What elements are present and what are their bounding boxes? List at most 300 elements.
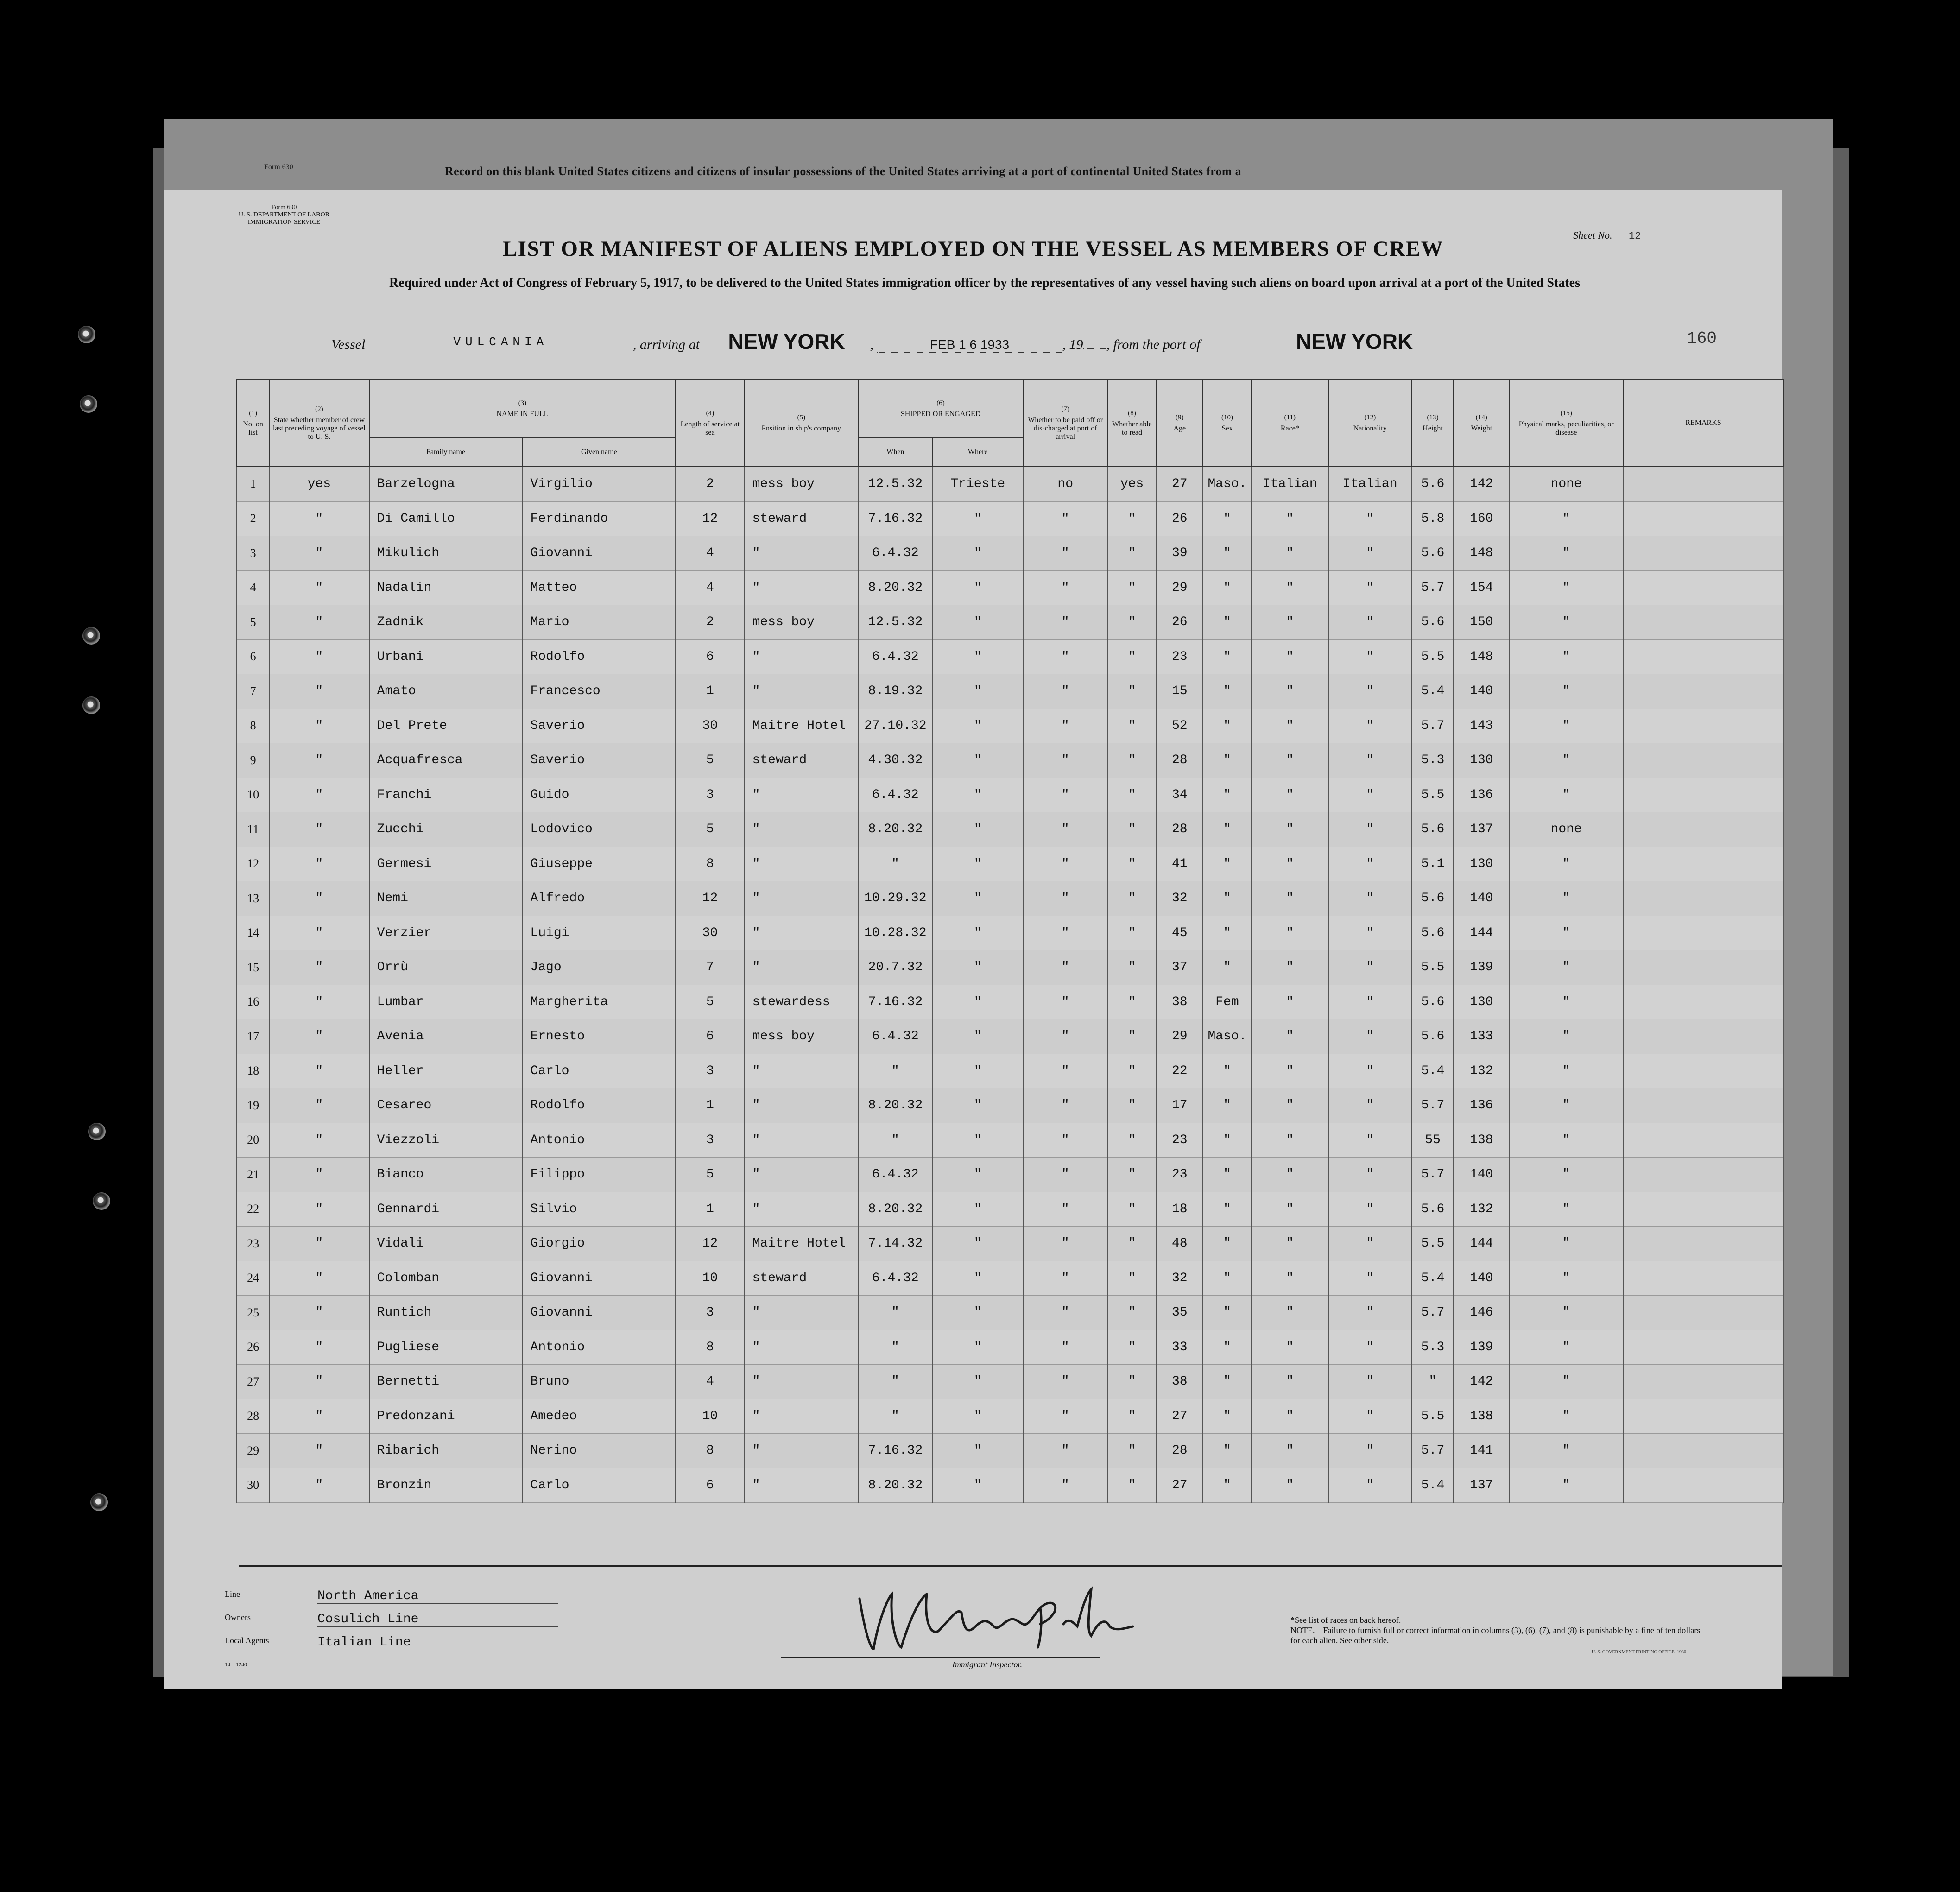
form-department: U. S. DEPARTMENT OF LABOR: [239, 211, 329, 218]
cell-sex: ": [1203, 1261, 1252, 1296]
table-row: [237, 1365, 1783, 1399]
cell-able-to-read: ": [1107, 1261, 1156, 1296]
cell-previous-voyage: ": [269, 1019, 369, 1054]
cell-physical-marks: ": [1509, 1296, 1623, 1330]
cell-remarks: [1623, 536, 1783, 571]
cell-paid-off: ": [1023, 1054, 1107, 1088]
cell-shipped-where: ": [933, 916, 1023, 950]
cell-shipped-where: ": [933, 950, 1023, 985]
cell-remarks: [1623, 1296, 1783, 1330]
cell-previous-voyage: ": [269, 1088, 369, 1123]
cell-able-to-read: ": [1107, 570, 1156, 605]
cell-weight: 132: [1454, 1054, 1509, 1088]
col-header-remarks: REMARKS: [1623, 380, 1783, 467]
cell-paid-off: ": [1023, 536, 1107, 571]
cell-nationality: ": [1328, 1088, 1412, 1123]
cell-physical-marks: ": [1509, 1019, 1623, 1054]
cell-nationality: ": [1328, 501, 1412, 536]
cell-weight: 160: [1454, 501, 1509, 536]
cell-physical-marks: ": [1509, 1054, 1623, 1088]
manifest-sheet: [164, 190, 1782, 1689]
cell-able-to-read: ": [1107, 605, 1156, 640]
cell-race: ": [1252, 950, 1328, 985]
cell-previous-voyage: ": [269, 1468, 369, 1503]
cell-previous-voyage: ": [269, 812, 369, 847]
cell-position: stewardess: [745, 985, 859, 1019]
departure-port: NEW YORK: [1204, 329, 1505, 354]
cell-age: 27: [1157, 467, 1203, 501]
cell-row-number: 18: [237, 1054, 269, 1088]
table-row: [237, 1158, 1783, 1192]
cell-nationality: ": [1328, 605, 1412, 640]
cell-row-number: 20: [237, 1123, 269, 1158]
cell-service-length: 1: [676, 1088, 744, 1123]
cell-height: 5.6: [1412, 985, 1454, 1019]
cell-height: 5.6: [1412, 812, 1454, 847]
cell-row-number: 10: [237, 778, 269, 812]
cell-shipped-where: ": [933, 1434, 1023, 1468]
cell-row-number: 2: [237, 501, 269, 536]
cell-age: 38: [1157, 985, 1203, 1019]
cell-race: ": [1252, 985, 1328, 1019]
table-row: [237, 916, 1783, 950]
cell-previous-voyage: ": [269, 1192, 369, 1227]
binder-hole: [80, 395, 97, 413]
cell-family-name: Avenia: [369, 1019, 523, 1054]
cell-physical-marks: ": [1509, 501, 1623, 536]
cell-remarks: [1623, 709, 1783, 743]
cell-race: ": [1252, 847, 1328, 881]
cell-able-to-read: ": [1107, 1123, 1156, 1158]
vessel-line: Vessel VULCANIA , arriving at NEW YORK , FEB 1 6 1933 , 19 , from the port of NEW YORK: [331, 329, 1505, 354]
back-sheet-note: Record on this blank United States citizens and citizens of insular possessions of the United States arriving at a port of continental United States from a: [445, 165, 1241, 178]
cell-shipped-where: ": [933, 985, 1023, 1019]
cell-given-name: Virgilio: [522, 467, 676, 501]
cell-given-name: Giovanni: [522, 1261, 676, 1296]
cell-race: ": [1252, 536, 1328, 571]
cell-position: Maitre Hotel: [745, 1227, 859, 1261]
cell-height: 5.6: [1412, 1192, 1454, 1227]
cell-able-to-read: ": [1107, 950, 1156, 985]
cell-paid-off: ": [1023, 1227, 1107, 1261]
cell-age: 22: [1157, 1054, 1203, 1088]
cell-shipped-where: ": [933, 674, 1023, 709]
cell-shipped-when: ": [858, 1399, 932, 1434]
cell-nationality: ": [1328, 536, 1412, 571]
cell-sex: ": [1203, 639, 1252, 674]
races-note: *See list of races on back hereof.: [1290, 1615, 1401, 1625]
cell-weight: 142: [1454, 467, 1509, 501]
table-row: [237, 536, 1783, 571]
cell-remarks: [1623, 605, 1783, 640]
cell-sex: ": [1203, 1227, 1252, 1261]
cell-nationality: ": [1328, 1019, 1412, 1054]
cell-able-to-read: ": [1107, 709, 1156, 743]
table-row: [237, 570, 1783, 605]
cell-remarks: [1623, 950, 1783, 985]
cell-remarks: [1623, 1399, 1783, 1434]
cell-remarks: [1623, 743, 1783, 778]
col-header-race: (11) Race*: [1252, 380, 1328, 467]
cell-service-length: 1: [676, 1192, 744, 1227]
cell-given-name: Mario: [522, 605, 676, 640]
cell-shipped-when: 6.4.32: [858, 639, 932, 674]
cell-position: steward: [745, 1261, 859, 1296]
cell-paid-off: ": [1023, 1088, 1107, 1123]
cell-given-name: Rodolfo: [522, 1088, 676, 1123]
cell-previous-voyage: ": [269, 881, 369, 916]
col-header-family-name: Family name: [369, 438, 523, 467]
cell-row-number: 4: [237, 570, 269, 605]
table-row: [237, 467, 1783, 501]
cell-position: ": [745, 916, 859, 950]
cell-race: Italian: [1252, 467, 1328, 501]
cell-given-name: Giovanni: [522, 536, 676, 571]
cell-row-number: 24: [237, 1261, 269, 1296]
cell-remarks: [1623, 881, 1783, 916]
cell-able-to-read: ": [1107, 916, 1156, 950]
cell-height: 5.6: [1412, 605, 1454, 640]
cell-family-name: Colomban: [369, 1261, 523, 1296]
cell-physical-marks: ": [1509, 674, 1623, 709]
cell-shipped-when: 7.16.32: [858, 1434, 932, 1468]
cell-row-number: 30: [237, 1468, 269, 1503]
cell-height: 5.5: [1412, 950, 1454, 985]
cell-row-number: 29: [237, 1434, 269, 1468]
cell-sex: Maso.: [1203, 467, 1252, 501]
cell-height: 5.6: [1412, 881, 1454, 916]
cell-able-to-read: yes: [1107, 467, 1156, 501]
cell-age: 41: [1157, 847, 1203, 881]
cell-service-length: 4: [676, 536, 744, 571]
table-row: [237, 1088, 1783, 1123]
cell-race: ": [1252, 639, 1328, 674]
cell-previous-voyage: ": [269, 1158, 369, 1192]
cell-position: ": [745, 1330, 859, 1365]
table-row: [237, 881, 1783, 916]
cell-nationality: ": [1328, 1365, 1412, 1399]
table-row: [237, 950, 1783, 985]
cell-physical-marks: none: [1509, 467, 1623, 501]
cell-race: ": [1252, 1088, 1328, 1123]
cell-paid-off: ": [1023, 501, 1107, 536]
cell-row-number: 12: [237, 847, 269, 881]
cell-nationality: ": [1328, 950, 1412, 985]
inspector-label: Immigrant Inspector.: [952, 1660, 1022, 1669]
cell-race: ": [1252, 881, 1328, 916]
cell-shipped-when: 12.5.32: [858, 605, 932, 640]
page-subtitle: Required under Act of Congress of February 5, 1917, to be delivered to the United States immigration officer by the representatives of any vessel having such aliens on board upon arrival at a port of the United States: [389, 276, 1580, 290]
cell-previous-voyage: ": [269, 639, 369, 674]
cell-able-to-read: ": [1107, 1088, 1156, 1123]
cell-row-number: 1: [237, 467, 269, 501]
binder-hole: [82, 627, 100, 645]
cell-height: 5.7: [1412, 1296, 1454, 1330]
cell-weight: 144: [1454, 1227, 1509, 1261]
cell-able-to-read: ": [1107, 536, 1156, 571]
cell-given-name: Nerino: [522, 1434, 676, 1468]
cell-service-length: 5: [676, 743, 744, 778]
cell-able-to-read: ": [1107, 985, 1156, 1019]
cell-previous-voyage: ": [269, 1227, 369, 1261]
cell-height: 5.5: [1412, 1399, 1454, 1434]
cell-sex: ": [1203, 536, 1252, 571]
cell-shipped-when: 8.20.32: [858, 1468, 932, 1503]
cell-height: 5.4: [1412, 1468, 1454, 1503]
cell-nationality: ": [1328, 847, 1412, 881]
cell-shipped-when: 6.4.32: [858, 1019, 932, 1054]
cell-service-length: 8: [676, 1330, 744, 1365]
cell-sex: ": [1203, 1054, 1252, 1088]
cell-service-length: 12: [676, 1227, 744, 1261]
cell-position: ": [745, 1158, 859, 1192]
cell-age: 27: [1157, 1399, 1203, 1434]
cell-sex: ": [1203, 881, 1252, 916]
cell-service-length: 5: [676, 812, 744, 847]
table-row: [237, 847, 1783, 881]
table-row: [237, 778, 1783, 812]
cell-race: ": [1252, 1330, 1328, 1365]
cell-weight: 148: [1454, 639, 1509, 674]
cell-row-number: 3: [237, 536, 269, 571]
cell-weight: 144: [1454, 916, 1509, 950]
cell-sex: ": [1203, 812, 1252, 847]
cell-weight: 136: [1454, 778, 1509, 812]
cell-physical-marks: ": [1509, 536, 1623, 571]
binder-hole: [90, 1493, 108, 1511]
cell-height: ": [1412, 1365, 1454, 1399]
arriving-label: , arriving at: [632, 337, 700, 352]
cell-nationality: Italian: [1328, 467, 1412, 501]
cell-paid-off: ": [1023, 847, 1107, 881]
cell-able-to-read: ": [1107, 778, 1156, 812]
cell-physical-marks: ": [1509, 950, 1623, 985]
cell-previous-voyage: ": [269, 1365, 369, 1399]
cell-shipped-when: ": [858, 847, 932, 881]
crew-rows: [237, 467, 1783, 1503]
cell-age: 15: [1157, 674, 1203, 709]
cell-paid-off: ": [1023, 1330, 1107, 1365]
cell-shipped-where: ": [933, 1365, 1023, 1399]
cell-able-to-read: ": [1107, 1434, 1156, 1468]
cell-row-number: 26: [237, 1330, 269, 1365]
cell-nationality: ": [1328, 1330, 1412, 1365]
cell-height: 5.7: [1412, 709, 1454, 743]
cell-remarks: [1623, 847, 1783, 881]
cell-previous-voyage: ": [269, 1399, 369, 1434]
cell-remarks: [1623, 639, 1783, 674]
col-header-service-length: (4) Length of service at sea: [676, 380, 744, 467]
cell-paid-off: ": [1023, 605, 1107, 640]
cell-remarks: [1623, 1123, 1783, 1158]
cell-nationality: ": [1328, 570, 1412, 605]
cell-paid-off: ": [1023, 881, 1107, 916]
cell-race: ": [1252, 743, 1328, 778]
cell-nationality: ": [1328, 812, 1412, 847]
cell-previous-voyage: yes: [269, 467, 369, 501]
owners-label: Owners: [225, 1613, 251, 1622]
cell-age: 23: [1157, 639, 1203, 674]
cell-remarks: [1623, 1365, 1783, 1399]
table-row: [237, 1468, 1783, 1503]
cell-shipped-where: ": [933, 1468, 1023, 1503]
cell-family-name: Runtich: [369, 1296, 523, 1330]
cell-paid-off: ": [1023, 778, 1107, 812]
cell-height: 5.7: [1412, 1088, 1454, 1123]
cell-weight: 141: [1454, 1434, 1509, 1468]
cell-family-name: Verzier: [369, 916, 523, 950]
cell-weight: 130: [1454, 847, 1509, 881]
cell-service-length: 8: [676, 847, 744, 881]
cell-physical-marks: ": [1509, 1468, 1623, 1503]
cell-remarks: [1623, 674, 1783, 709]
crew-manifest-table: [236, 379, 1784, 1503]
cell-row-number: 22: [237, 1192, 269, 1227]
cell-sex: ": [1203, 605, 1252, 640]
cell-given-name: Antonio: [522, 1330, 676, 1365]
cell-shipped-when: 12.5.32: [858, 467, 932, 501]
cell-sex: ": [1203, 1192, 1252, 1227]
cell-position: ": [745, 1296, 859, 1330]
cell-position: mess boy: [745, 467, 859, 501]
col-header-read: (8) Whether able to read: [1107, 380, 1156, 467]
cell-service-length: 6: [676, 1019, 744, 1054]
cell-sex: ": [1203, 1088, 1252, 1123]
cell-physical-marks: ": [1509, 847, 1623, 881]
cell-paid-off: ": [1023, 639, 1107, 674]
cell-given-name: Bruno: [522, 1365, 676, 1399]
cell-row-number: 13: [237, 881, 269, 916]
cell-able-to-read: ": [1107, 1227, 1156, 1261]
back-sheet-form-no: Form 630: [264, 163, 293, 171]
cell-sex: ": [1203, 1434, 1252, 1468]
cell-race: ": [1252, 1365, 1328, 1399]
cell-physical-marks: ": [1509, 1261, 1623, 1296]
cell-weight: 140: [1454, 1158, 1509, 1192]
cell-service-length: 3: [676, 778, 744, 812]
cell-shipped-when: 10.28.32: [858, 916, 932, 950]
cell-given-name: Margherita: [522, 985, 676, 1019]
cell-paid-off: ": [1023, 1261, 1107, 1296]
cell-age: 17: [1157, 1088, 1203, 1123]
cell-paid-off: ": [1023, 1365, 1107, 1399]
cell-nationality: ": [1328, 1158, 1412, 1192]
cell-nationality: ": [1328, 916, 1412, 950]
cell-row-number: 15: [237, 950, 269, 985]
table-row: [237, 709, 1783, 743]
inspector-signature: [846, 1580, 1179, 1650]
cell-position: ": [745, 1365, 859, 1399]
col-header-shipped: (6) SHIPPED OR ENGAGED: [858, 380, 1023, 438]
cell-race: ": [1252, 1261, 1328, 1296]
cell-nationality: ": [1328, 743, 1412, 778]
cell-race: ": [1252, 1399, 1328, 1434]
cell-shipped-where: ": [933, 536, 1023, 571]
cell-given-name: Matteo: [522, 570, 676, 605]
cell-sex: ": [1203, 1158, 1252, 1192]
cell-physical-marks: ": [1509, 1088, 1623, 1123]
cell-paid-off: ": [1023, 1019, 1107, 1054]
cell-weight: 150: [1454, 605, 1509, 640]
cell-weight: 139: [1454, 950, 1509, 985]
cell-shipped-when: 6.4.32: [858, 1158, 932, 1192]
cell-weight: 140: [1454, 674, 1509, 709]
cell-position: ": [745, 1054, 859, 1088]
cell-able-to-read: ": [1107, 1365, 1156, 1399]
table-row: [237, 674, 1783, 709]
cell-able-to-read: ": [1107, 812, 1156, 847]
cell-weight: 138: [1454, 1399, 1509, 1434]
cell-physical-marks: ": [1509, 916, 1623, 950]
cell-service-length: 2: [676, 605, 744, 640]
cell-age: 37: [1157, 950, 1203, 985]
cell-position: ": [745, 639, 859, 674]
cell-previous-voyage: ": [269, 1330, 369, 1365]
col-header-paid-off: (7) Whether to be paid off or dis-charged at port of arrival: [1023, 380, 1107, 467]
line-label: Line: [225, 1589, 240, 1599]
cell-position: ": [745, 674, 859, 709]
cell-race: ": [1252, 916, 1328, 950]
cell-remarks: [1623, 467, 1783, 501]
cell-service-length: 10: [676, 1261, 744, 1296]
cell-sex: Fem: [1203, 985, 1252, 1019]
col-header-given-name: Given name: [522, 438, 676, 467]
cell-paid-off: no: [1023, 467, 1107, 501]
cell-family-name: Zadnik: [369, 605, 523, 640]
cell-shipped-when: 4.30.32: [858, 743, 932, 778]
cell-service-length: 3: [676, 1296, 744, 1330]
cell-family-name: Germesi: [369, 847, 523, 881]
cell-physical-marks: ": [1509, 1158, 1623, 1192]
cell-service-length: 4: [676, 1365, 744, 1399]
cell-race: ": [1252, 674, 1328, 709]
cell-nationality: ": [1328, 1434, 1412, 1468]
cell-shipped-when: ": [858, 1330, 932, 1365]
cell-service-length: 5: [676, 985, 744, 1019]
cell-remarks: [1623, 1330, 1783, 1365]
table-row: [237, 1123, 1783, 1158]
cell-service-length: 3: [676, 1054, 744, 1088]
cell-able-to-read: ": [1107, 1399, 1156, 1434]
cell-given-name: Luigi: [522, 916, 676, 950]
cell-service-length: 8: [676, 1434, 744, 1468]
cell-height: 5.5: [1412, 1227, 1454, 1261]
cell-family-name: Acquafresca: [369, 743, 523, 778]
cell-position: Maitre Hotel: [745, 709, 859, 743]
cell-height: 55: [1412, 1123, 1454, 1158]
cell-able-to-read: ": [1107, 1296, 1156, 1330]
cell-remarks: [1623, 1088, 1783, 1123]
cell-remarks: [1623, 1019, 1783, 1054]
cell-height: 5.6: [1412, 1019, 1454, 1054]
cell-height: 5.4: [1412, 674, 1454, 709]
cell-service-length: 4: [676, 570, 744, 605]
cell-previous-voyage: ": [269, 847, 369, 881]
cell-previous-voyage: ": [269, 743, 369, 778]
cell-age: 23: [1157, 1158, 1203, 1192]
cell-service-length: 12: [676, 881, 744, 916]
table-row: [237, 501, 1783, 536]
cell-shipped-where: ": [933, 709, 1023, 743]
col-header-height: (13) Height: [1412, 380, 1454, 467]
cell-physical-marks: ": [1509, 743, 1623, 778]
cell-sex: ": [1203, 1330, 1252, 1365]
cell-sex: ": [1203, 709, 1252, 743]
cell-age: 38: [1157, 1365, 1203, 1399]
cell-given-name: Giovanni: [522, 1296, 676, 1330]
cell-row-number: 14: [237, 916, 269, 950]
cell-shipped-when: 8.20.32: [858, 1088, 932, 1123]
